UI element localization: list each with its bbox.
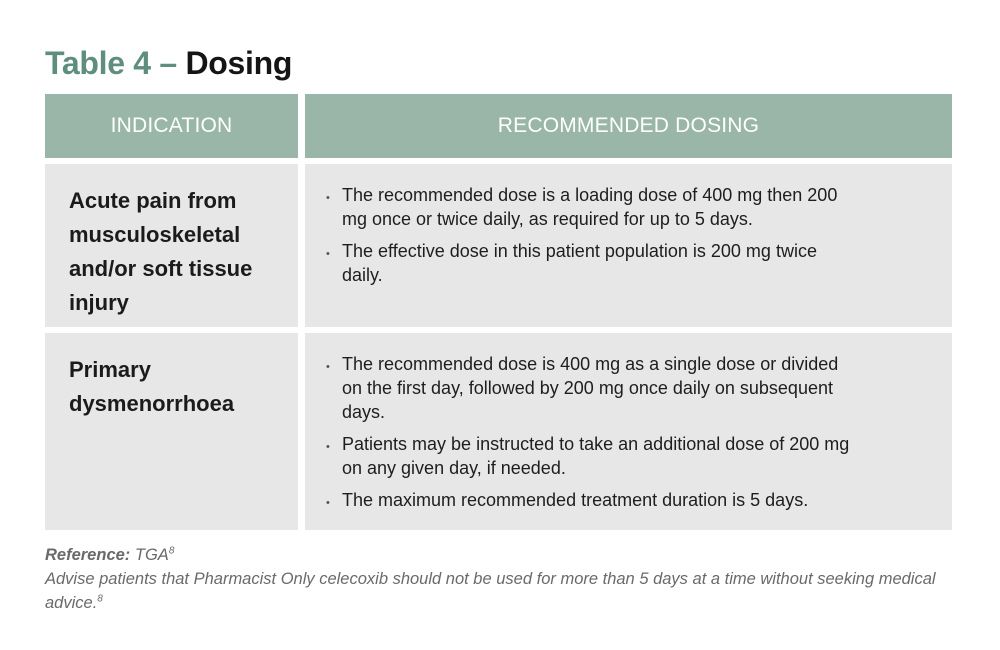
table-row: [45, 164, 952, 327]
reference-label: Reference:: [45, 546, 131, 564]
dosing-item: • The recommended dose is 400 mg as a single dose or divided on the first day, followed by 200 mg once daily on subsequent days.: [326, 354, 839, 422]
bullet-dot-icon: •: [326, 441, 330, 453]
dosing-item: • The recommended dose is a loading dose of 400 mg then 200 mg once or twice daily, as required for up to 5 days.: [326, 185, 838, 229]
bullet-dot-icon: •: [326, 361, 330, 373]
header-indication: INDICATION: [45, 94, 298, 158]
bullet-dot-icon: •: [326, 248, 330, 260]
reference-line: [45, 543, 945, 567]
reference-note-footnote: 8: [97, 593, 103, 605]
table-title: [45, 45, 292, 82]
table-name: Dosing: [185, 45, 293, 81]
dosing-list: [305, 333, 952, 518]
reference-source-footnote: 8: [168, 545, 175, 557]
header-recommended-dosing: RECOMMENDED DOSING: [305, 94, 952, 158]
dosing-item: • The maximum recommended treatment duration is 5 days.: [326, 488, 932, 518]
dosing-list: [305, 164, 952, 287]
dosing-table: [45, 94, 952, 530]
table-header-row: [45, 94, 952, 158]
dosing-cell: [305, 164, 952, 327]
reference-source: TGA: [134, 546, 169, 564]
bullet-dot-icon: •: [326, 497, 330, 509]
table-number: Table 4 –: [45, 45, 177, 81]
reference-note: Advise patients that Pharmacist Only celecoxib should not be used for more than 5 days at a time without seeking medical advice.$^8$: [45, 570, 936, 612]
bullet-dot-icon: •: [326, 192, 330, 204]
dosing-cell: [305, 333, 952, 530]
indication-cell: Primary dysmenorrhoea: [45, 333, 298, 530]
table-row: [45, 333, 952, 530]
reference-block: [45, 543, 945, 615]
indication-cell: Acute pain from musculoskeletal and/or soft tissue injury: [45, 164, 298, 327]
dosing-item: • Patients may be instructed to take an additional dose of 200 mg on any given day, if needed.: [326, 434, 850, 478]
dosing-item: • The effective dose in this patient population is 200 mg twice daily.: [326, 241, 817, 285]
